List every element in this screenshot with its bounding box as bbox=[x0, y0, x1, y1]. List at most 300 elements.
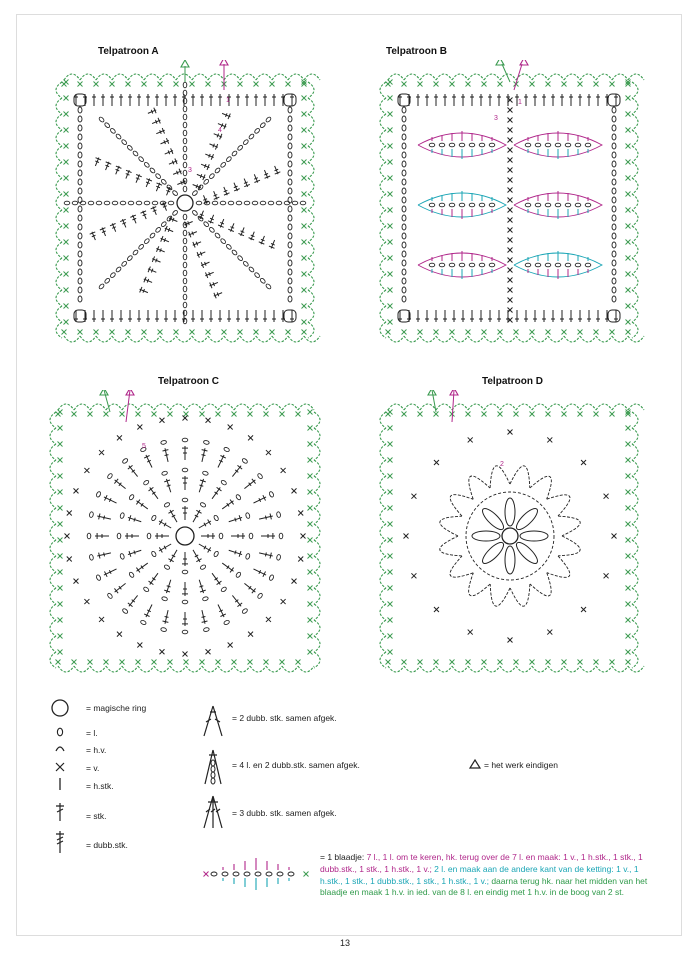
frame-chain bbox=[402, 170, 406, 176]
border-scallop bbox=[304, 74, 320, 80]
border-scallop bbox=[516, 404, 532, 410]
border-scallop bbox=[314, 604, 320, 620]
petal bbox=[505, 498, 515, 526]
chain-mark bbox=[276, 554, 281, 560]
chain-mark bbox=[211, 872, 217, 876]
chain-mark bbox=[127, 255, 134, 262]
frame-chain bbox=[288, 296, 292, 302]
frame-chain bbox=[402, 215, 406, 221]
frame-chain bbox=[612, 152, 616, 158]
frame-chain bbox=[612, 188, 616, 194]
petal bbox=[472, 531, 500, 541]
chain-mark bbox=[292, 201, 298, 205]
chain-loop bbox=[450, 495, 473, 516]
chain-mark bbox=[226, 156, 233, 163]
border-scallop bbox=[632, 82, 638, 98]
dc-mark bbox=[155, 120, 157, 124]
frame-chain bbox=[288, 251, 292, 257]
border-scallop bbox=[628, 336, 644, 342]
frame-chain bbox=[402, 269, 406, 275]
dc-mark bbox=[159, 519, 162, 524]
dc-mark bbox=[168, 559, 173, 562]
chain-mark bbox=[245, 512, 250, 518]
half-double-icon bbox=[54, 776, 66, 792]
border-scallop bbox=[632, 652, 638, 668]
chain-mark bbox=[237, 255, 244, 262]
dc-mark bbox=[196, 559, 201, 562]
chain-mark bbox=[104, 122, 111, 129]
border-scallop bbox=[176, 74, 192, 80]
frame-chain bbox=[402, 260, 406, 266]
border-scallop bbox=[380, 572, 386, 588]
chain-mark bbox=[144, 201, 150, 205]
border-scallop bbox=[308, 306, 314, 322]
chain-mark bbox=[200, 564, 207, 570]
chain-mark bbox=[110, 272, 117, 279]
round-number: 2 bbox=[500, 461, 504, 468]
chain-mark bbox=[183, 186, 187, 192]
chain-mark bbox=[489, 143, 495, 147]
border-scallop bbox=[380, 428, 386, 444]
dc-mark bbox=[200, 174, 202, 178]
dc-mark bbox=[254, 178, 258, 180]
chain-mark bbox=[144, 238, 151, 245]
frame-chain bbox=[288, 116, 292, 122]
frame-chain bbox=[288, 278, 292, 284]
border-scallop bbox=[532, 666, 548, 672]
chain-mark bbox=[183, 138, 187, 144]
border-scallop bbox=[380, 258, 386, 274]
dc-mark bbox=[105, 165, 109, 167]
border-scallop bbox=[632, 146, 638, 162]
dc-mark bbox=[136, 500, 140, 505]
chain-mark bbox=[243, 139, 250, 146]
border-scallop bbox=[186, 404, 202, 410]
dc-mark bbox=[241, 231, 245, 233]
border-scallop bbox=[380, 306, 386, 322]
border-scallop bbox=[452, 666, 468, 672]
dc-mark bbox=[159, 547, 162, 552]
chain-mark bbox=[257, 473, 263, 480]
chain-mark bbox=[121, 139, 128, 146]
dc-mark bbox=[112, 227, 116, 229]
border-scallop bbox=[308, 210, 314, 226]
border-scallop bbox=[484, 336, 500, 342]
border-scallop bbox=[128, 336, 144, 342]
chain-mark bbox=[565, 143, 571, 147]
border-scallop bbox=[632, 588, 638, 604]
border-scallop bbox=[138, 666, 154, 672]
border-scallop bbox=[532, 404, 548, 410]
frame-chain bbox=[78, 296, 82, 302]
frame-chain bbox=[288, 224, 292, 230]
chain-mark bbox=[220, 201, 226, 205]
frame-chain bbox=[288, 215, 292, 221]
chain-mark bbox=[140, 620, 147, 626]
chain-mark bbox=[244, 872, 250, 876]
chain-mark bbox=[260, 201, 266, 205]
corner-cluster bbox=[608, 94, 620, 106]
chain-mark bbox=[122, 458, 129, 464]
dc-mark bbox=[188, 221, 190, 225]
frame-chain bbox=[288, 233, 292, 239]
chain-mark bbox=[183, 130, 187, 136]
dc-mark bbox=[146, 182, 150, 184]
dc-mark bbox=[134, 550, 135, 554]
chain-mark bbox=[555, 143, 561, 147]
border-scallop bbox=[282, 666, 298, 672]
round-number: 3 bbox=[188, 167, 192, 174]
chain-mark bbox=[143, 586, 150, 592]
chain-mark bbox=[228, 201, 234, 205]
chain-mark bbox=[268, 201, 274, 205]
dc-mark bbox=[172, 161, 174, 165]
chain-mark bbox=[459, 203, 465, 207]
border-scallop bbox=[632, 476, 638, 492]
chain-mark bbox=[257, 593, 263, 600]
dc-mark bbox=[166, 190, 170, 192]
border-scallop bbox=[308, 290, 314, 306]
chain-mark bbox=[269, 574, 275, 581]
border-scallop bbox=[468, 74, 484, 80]
dc-mark bbox=[230, 227, 234, 229]
border-scallop bbox=[314, 620, 320, 636]
frame-chain bbox=[288, 206, 292, 212]
chain-mark bbox=[172, 190, 179, 197]
border-scallop bbox=[50, 604, 56, 620]
border-scallop bbox=[56, 290, 62, 306]
frame-chain bbox=[612, 251, 616, 257]
chain-mark bbox=[222, 872, 228, 876]
border-scallop bbox=[596, 666, 612, 672]
frame-chain bbox=[78, 269, 82, 275]
chain-mark bbox=[223, 620, 230, 626]
frame-chain bbox=[402, 161, 406, 167]
chain-mark bbox=[96, 201, 102, 205]
frame-chain bbox=[288, 143, 292, 149]
frame-chain bbox=[612, 134, 616, 140]
border-scallop bbox=[500, 336, 516, 342]
border-scallop bbox=[50, 412, 56, 428]
four-chain-two-treble-icon bbox=[200, 748, 226, 786]
dc-mark bbox=[165, 455, 169, 456]
dc-mark bbox=[163, 450, 169, 451]
chain-mark bbox=[155, 227, 162, 234]
chain-mark bbox=[115, 266, 122, 273]
chain-mark bbox=[242, 608, 249, 614]
chain-loop bbox=[530, 573, 551, 596]
border-scallop bbox=[308, 258, 314, 274]
border-scallop bbox=[380, 194, 386, 210]
dc-mark bbox=[217, 581, 222, 585]
chain-loop bbox=[558, 536, 580, 556]
chain-mark bbox=[183, 278, 187, 284]
double-crochet-icon bbox=[53, 802, 67, 822]
chain-mark bbox=[260, 278, 267, 285]
border-scallop bbox=[632, 636, 638, 652]
chain-loop bbox=[469, 476, 490, 499]
petal bbox=[480, 540, 507, 567]
dc-mark bbox=[217, 487, 222, 491]
dc-mark bbox=[136, 178, 140, 180]
border-scallop bbox=[314, 652, 320, 668]
legend-label-double-crochet: = stk. bbox=[86, 811, 107, 821]
dc-mark bbox=[149, 487, 154, 491]
chain-mark bbox=[164, 564, 171, 570]
border-scallop bbox=[380, 210, 386, 226]
dc-mark bbox=[165, 616, 169, 617]
frame-chain bbox=[402, 206, 406, 212]
border-scallop bbox=[580, 336, 596, 342]
frame-chain bbox=[78, 224, 82, 230]
border-scallop bbox=[532, 336, 548, 342]
chain-mark bbox=[479, 203, 485, 207]
border-scallop bbox=[50, 492, 56, 508]
petal bbox=[520, 531, 548, 541]
chain-mark bbox=[265, 116, 272, 123]
frame-chain bbox=[402, 179, 406, 185]
chain-mark bbox=[72, 201, 78, 205]
frame-chain bbox=[78, 242, 82, 248]
border-scallop bbox=[90, 404, 106, 410]
frame-chain bbox=[78, 107, 82, 113]
chain-mark bbox=[88, 201, 94, 205]
chain-mark bbox=[565, 263, 571, 267]
chain-mark bbox=[276, 512, 281, 518]
chain-mark bbox=[236, 201, 242, 205]
frame-chain bbox=[612, 242, 616, 248]
pattern-a-title: Telpatroon A bbox=[98, 46, 159, 57]
chain-mark bbox=[233, 872, 239, 876]
border-scallop bbox=[234, 666, 250, 672]
chain-mark bbox=[429, 263, 435, 267]
chain-mark bbox=[96, 574, 102, 581]
frame-chain bbox=[288, 179, 292, 185]
chain-mark bbox=[203, 179, 210, 186]
dc-mark bbox=[261, 239, 265, 241]
border-scallop bbox=[580, 666, 596, 672]
frame-chain bbox=[78, 206, 82, 212]
dc-mark bbox=[102, 231, 106, 233]
pattern-b-chart bbox=[372, 60, 648, 350]
frame-chain bbox=[612, 287, 616, 293]
border-scallop bbox=[436, 74, 452, 80]
frame-chain bbox=[288, 188, 292, 194]
border-scallop bbox=[380, 588, 386, 604]
chain-ring bbox=[466, 492, 554, 580]
dc-mark bbox=[200, 252, 202, 256]
border-scallop bbox=[516, 666, 532, 672]
chain-loop bbox=[440, 536, 462, 556]
chain-mark bbox=[565, 203, 571, 207]
chain-mark bbox=[489, 203, 495, 207]
chain-mark bbox=[147, 533, 151, 539]
border-scallop bbox=[56, 130, 62, 146]
chain-mark bbox=[249, 533, 253, 539]
border-scallop bbox=[138, 404, 154, 410]
border-scallop bbox=[288, 74, 304, 80]
chain-loop bbox=[490, 584, 510, 606]
chain-mark bbox=[98, 283, 105, 290]
end-marker bbox=[496, 60, 504, 65]
frame-chain bbox=[612, 170, 616, 176]
chain-mark bbox=[164, 502, 171, 508]
frame-chain bbox=[78, 215, 82, 221]
chain-mark bbox=[255, 872, 261, 876]
chain-mark bbox=[555, 203, 561, 207]
dc-mark bbox=[213, 282, 215, 286]
border-scallop bbox=[56, 162, 62, 178]
border-scallop bbox=[632, 508, 638, 524]
chain-mark bbox=[203, 627, 209, 632]
legend-label-slip-stitch: = h.v. bbox=[86, 745, 107, 755]
chain-mark bbox=[64, 201, 70, 205]
border-scallop bbox=[420, 336, 436, 342]
border-scallop bbox=[420, 74, 436, 80]
border-scallop bbox=[112, 74, 128, 80]
frame-chain bbox=[78, 125, 82, 131]
chain-loop bbox=[558, 516, 580, 536]
chain-mark bbox=[242, 458, 249, 464]
chain-mark bbox=[161, 471, 167, 476]
chain-mark bbox=[469, 203, 475, 207]
dc-mark bbox=[99, 553, 100, 559]
dc-mark bbox=[196, 510, 201, 513]
border-scallop bbox=[380, 460, 386, 476]
corner-cluster bbox=[608, 310, 620, 322]
border-scallop bbox=[74, 404, 90, 410]
chain-mark bbox=[182, 498, 188, 502]
chain-mark bbox=[545, 143, 551, 147]
frame-chain bbox=[78, 170, 82, 176]
border-scallop bbox=[154, 404, 170, 410]
border-scallop bbox=[56, 146, 62, 162]
border-scallop bbox=[632, 556, 638, 572]
dc-mark bbox=[209, 154, 211, 158]
chain-mark bbox=[429, 203, 435, 207]
dc-mark bbox=[143, 289, 145, 293]
chain-mark bbox=[535, 143, 541, 147]
chain-mark bbox=[245, 553, 250, 559]
chain-mark bbox=[288, 872, 294, 876]
border-scallop bbox=[380, 82, 386, 98]
border-scallop bbox=[596, 336, 612, 342]
chain-mark bbox=[439, 203, 445, 207]
dc-mark bbox=[251, 235, 255, 237]
border-scallop bbox=[452, 404, 468, 410]
border-scallop bbox=[56, 98, 62, 114]
dc-mark bbox=[160, 248, 162, 252]
chain-mark bbox=[128, 201, 134, 205]
frame-chain bbox=[612, 278, 616, 284]
legend-label-three-treble: = 3 dubb. stk. samen afgek. bbox=[232, 808, 337, 818]
border-scallop bbox=[50, 636, 56, 652]
border-scallop bbox=[380, 290, 386, 306]
border-scallop bbox=[314, 460, 320, 476]
border-scallop bbox=[202, 404, 218, 410]
border-scallop bbox=[56, 210, 62, 226]
border-scallop bbox=[308, 226, 314, 242]
border-scallop bbox=[380, 508, 386, 524]
frame-chain bbox=[402, 296, 406, 302]
chain-mark bbox=[459, 263, 465, 267]
dc-mark bbox=[264, 173, 268, 175]
border-scallop bbox=[388, 404, 404, 410]
dc-mark bbox=[204, 164, 206, 168]
frame-chain bbox=[78, 251, 82, 257]
border-scallop bbox=[632, 98, 638, 114]
chain-mark bbox=[220, 586, 227, 592]
chain-mark bbox=[96, 491, 102, 498]
chain-mark bbox=[244, 201, 250, 205]
petal bbox=[480, 506, 507, 533]
chain-mark bbox=[269, 491, 275, 498]
border-scallop bbox=[64, 74, 80, 80]
two-treble-together-icon bbox=[200, 704, 226, 738]
border-scallop bbox=[468, 336, 484, 342]
chain-mark bbox=[161, 440, 167, 445]
round-number: 4 bbox=[218, 127, 222, 134]
chain-mark bbox=[555, 263, 561, 267]
frame-chain bbox=[288, 107, 292, 113]
dc-mark bbox=[153, 210, 157, 212]
legend-label-chain: = l. bbox=[86, 728, 98, 738]
dc-mark bbox=[224, 190, 228, 192]
border-scallop bbox=[380, 322, 386, 338]
chain-mark bbox=[183, 114, 187, 120]
border-scallop bbox=[192, 74, 208, 80]
border-scallop bbox=[532, 74, 548, 80]
border-scallop bbox=[80, 74, 96, 80]
dc-mark bbox=[164, 238, 166, 242]
chain-mark bbox=[107, 473, 113, 480]
frame-chain bbox=[402, 152, 406, 158]
frame-chain bbox=[612, 116, 616, 122]
dc-mark bbox=[104, 553, 105, 557]
border-scallop bbox=[58, 666, 74, 672]
dc-mark bbox=[168, 510, 173, 513]
chain-mark bbox=[151, 551, 157, 558]
frame-chain bbox=[402, 125, 406, 131]
border-scallop bbox=[380, 524, 386, 540]
border-scallop bbox=[452, 74, 468, 80]
dc-mark bbox=[265, 553, 266, 557]
frame-chain bbox=[612, 233, 616, 239]
border-scallop bbox=[632, 242, 638, 258]
chain-mark bbox=[136, 201, 142, 205]
chain-mark bbox=[144, 162, 151, 169]
border-scallop bbox=[224, 336, 240, 342]
chain-mark bbox=[183, 246, 187, 252]
chain-mark bbox=[202, 596, 208, 601]
border-scallop bbox=[298, 666, 314, 672]
dc-mark bbox=[270, 514, 271, 520]
border-scallop bbox=[308, 322, 314, 338]
dc-mark bbox=[209, 272, 211, 276]
chain-mark bbox=[183, 254, 187, 260]
border-scallop bbox=[122, 666, 138, 672]
dc-mark bbox=[134, 518, 135, 522]
border-scallop bbox=[308, 162, 314, 178]
magic-ring-icon bbox=[50, 698, 70, 718]
frame-chain bbox=[612, 179, 616, 185]
dc-mark bbox=[235, 550, 236, 554]
border-scallop bbox=[632, 492, 638, 508]
border-scallop bbox=[160, 336, 176, 342]
border-scallop bbox=[50, 620, 56, 636]
dc-mark bbox=[202, 616, 206, 617]
border-scallop bbox=[420, 404, 436, 410]
